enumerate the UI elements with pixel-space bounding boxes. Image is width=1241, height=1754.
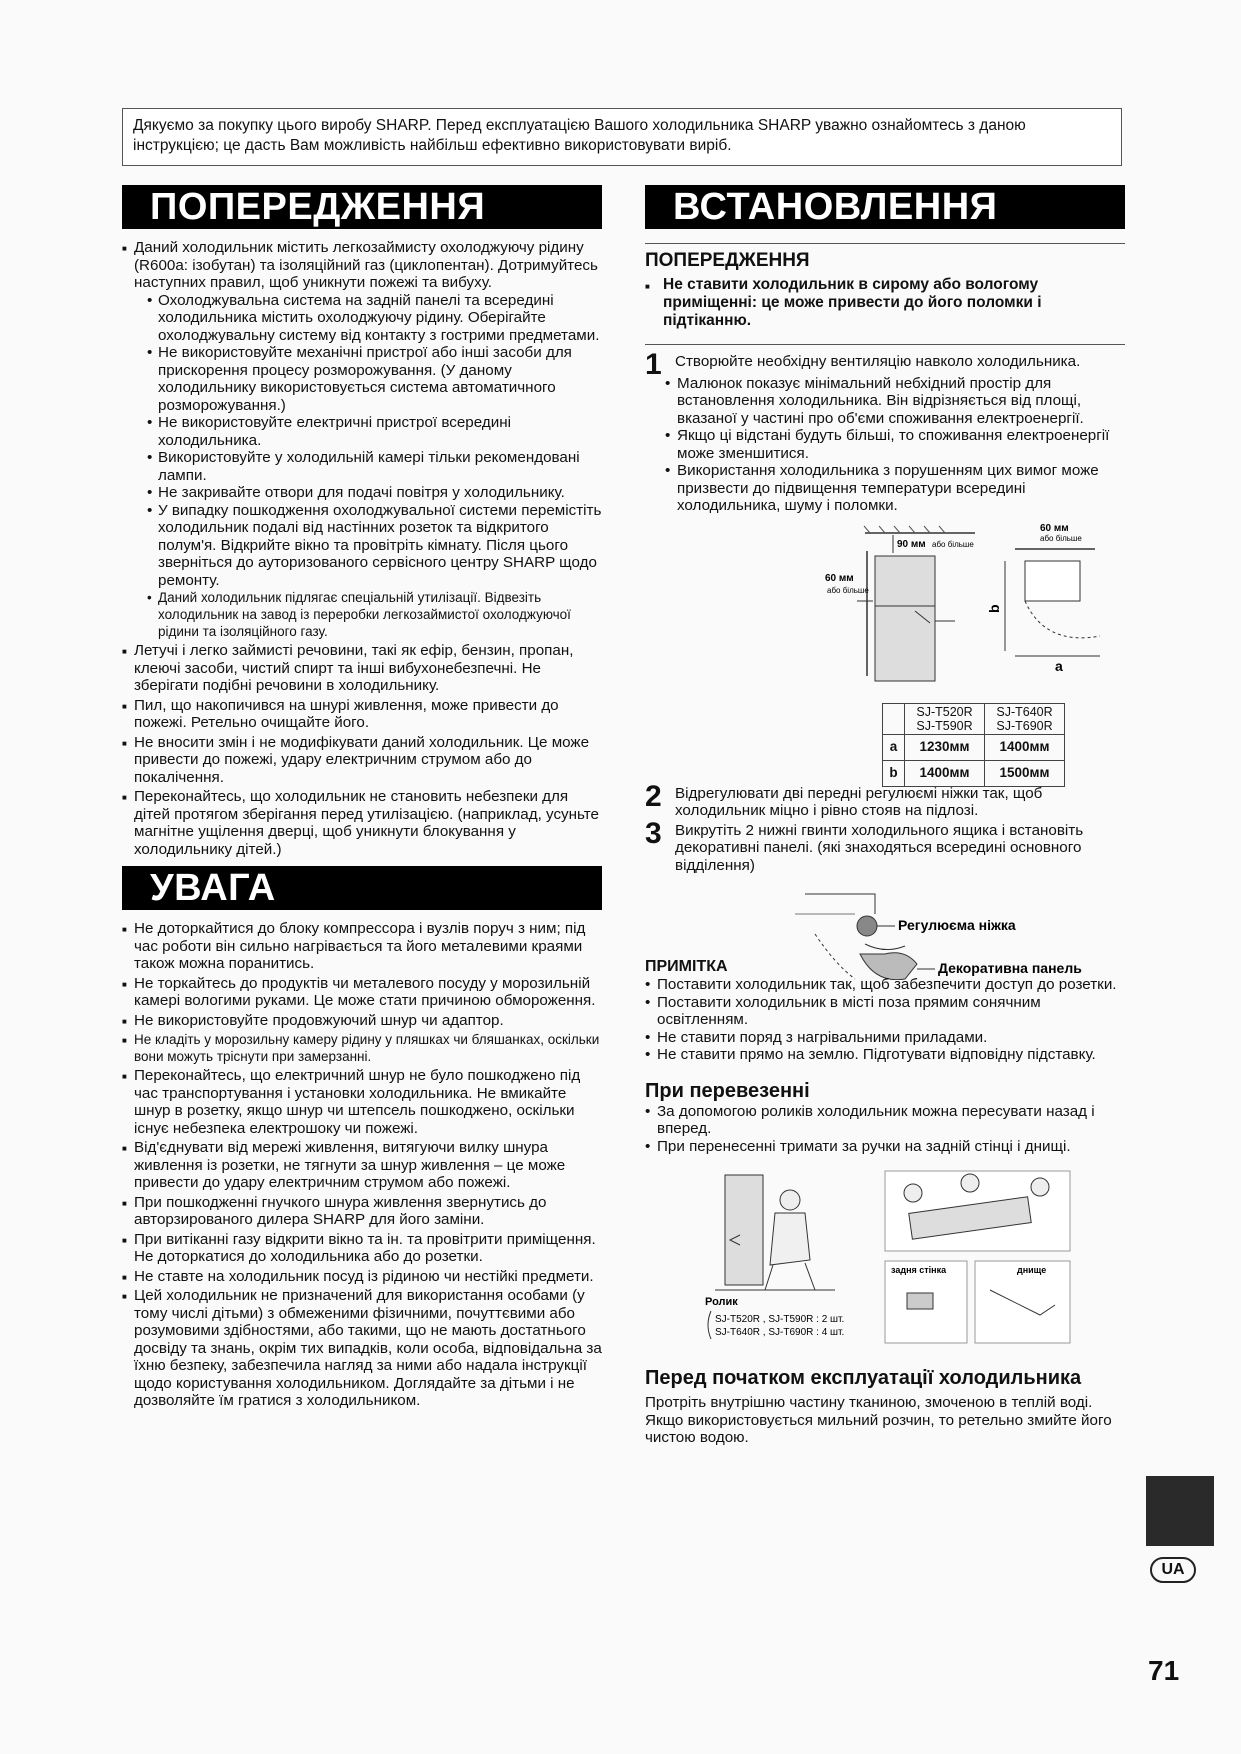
- step-2: 2 Відрегулювати дві передні регулюємі ніжки так, щоб холодильник міцно і рівно стояв на підлозі.: [645, 779, 1043, 819]
- warning-subitem: • Не закривайте отвори для подачі повітря у холодильнику.: [146, 484, 602, 502]
- warning-sublist: [146, 292, 602, 641]
- caution-item: ■ Не використовуйте продовжуючий шнур чи адаптор.: [122, 1012, 602, 1030]
- note-item: • Не ставити поряд з нагрівальними приладами.: [645, 1029, 1125, 1047]
- warning-item: ■ Переконайтесь, що холодильник не становить небезпеки для дітей протягом зберігання перед утилізацією. (наприклад, усуньте магнітне ущілення дверці, щоб уникнути блокування у холодильнику дітей.): [122, 788, 602, 858]
- caution-heading: УВАГА: [122, 866, 602, 910]
- bottom-label: днище: [1017, 1265, 1047, 1275]
- panel-label: Декоративна панель: [938, 960, 1082, 976]
- table-row: a 1230мм 1400мм: [883, 734, 1065, 760]
- right-column: [645, 185, 1125, 1447]
- caution-item: ■ Від'єднувати від мережі живлення, витягуючи вилку шнура живлення із розетки, не тягнути за шнур живлення – це може привести до удару електричним струмом або пожежі.: [122, 1139, 602, 1192]
- caution-item: ■ Переконайтесь, що електричний шнур не було пошкоджено під час транспортування і установки холодильника. Не вмикайте шнур в розетку, якщо шнур чи штепсель пошкоджено, оскільки існує небезпека електрошоку чи пожежі.: [122, 1067, 602, 1137]
- warning-subitem: • У випадку пошкодження охолоджувальної системи перемістіть холодильник подалі від настінних розеток та відкритого полум'я. Відкрийте вікно та провітріть кімнату. Після цього зверніться до ауторизованого сервісного центру SHARP щодо ремонту.: [146, 502, 602, 590]
- warning-subitem: • Не використовуйте механічні пристрої або інші засоби для прискорення процесу розморожування. (У даному холодильнику використовується система автоматичного розморожування.): [146, 344, 602, 414]
- table-row: b 1400мм 1500мм: [883, 760, 1065, 786]
- page-number: 71: [1148, 1655, 1180, 1686]
- note-item: • Поставити холодильник так, щоб забезпечити доступ до розетки.: [645, 976, 1125, 994]
- note-list: [645, 976, 1125, 1064]
- side-clearance-suffix: або більше: [827, 585, 869, 595]
- label-b: b: [986, 603, 1002, 613]
- caution-item: ■ Не торкайтесь до продуктів чи металевого посуду у морозильній камері вологими руками. Це може стати причиною обмороження.: [122, 975, 602, 1010]
- step-1-bullet: • Малюнок показує мінімальний небхідний простір для встановлення холодильника. Він відрізняється від площі, вказаної у частині про об'єми споживання електроенергії.: [665, 375, 1125, 428]
- warning-subitem: • Охолоджувальна система на задній панелі та всередині холодильника містить охолоджуючу рідину. Оберігайте охолоджувальну систему від контакту з гострими предметами.: [146, 292, 602, 345]
- warning-subitem: • Не використовуйте електричні пристрої всередині холодильника.: [146, 414, 602, 449]
- right-clearance: 60 мм: [1040, 522, 1069, 534]
- language-tab: [1146, 1476, 1214, 1546]
- before-use-heading: Перед початком експлуатації холодильника: [645, 1367, 1082, 1389]
- note-item: • Не ставити прямо на землю. Підготувати відповідну підставку.: [645, 1046, 1125, 1064]
- foot-diagram: [645, 884, 1125, 980]
- step-1-bullet: • Якщо ці відстані будуть більші, то споживання електроенергії може зменшитися.: [665, 427, 1125, 462]
- step-1-bullets: [665, 375, 1125, 515]
- step-number: 3: [645, 816, 662, 850]
- step-1: 1 Створюйте необхідну вентиляцію навколо холодильника.: [645, 348, 1081, 381]
- step-number: 1: [645, 348, 662, 381]
- intro-notice: Дякуємо за покупку цього виробу SHARP. Перед експлуатацією Вашого холодильника SHARP уважно ознайомтесь з даною інструкцією; це дасть Вам можливість найбільш ефективно використовувати виріб.: [122, 108, 1122, 166]
- divider: [645, 344, 1125, 345]
- warning-item: ■ Даний холодильник містить легкозаймисту охолоджуючу рідину (R600a: ізобутан) та ізоляційний газ (циклопентан). Дотримуйтесь наступних правил, щоб уникнути пожежі та вибуху. • Охолоджувальна система на задній панелі та всередині холодильника містить охолоджуючу рідину. Оберігайте охолоджувальну систему від контакту з гострими предметами. • Не використовуйте механічні пристрої або інші засоби для прискорення процесу розморожування. (У даному холодильнику використовується система автоматичного розморожування.) • Не використовуйте електричні пристрої всередині холодильника. • Використовуйте у холодильній камері тільки рекомендовані лампи. • Не закривайте отвори для подачі повітря у холодильнику. • У випадку пошкодження охолоджувальної системи перемістіть холодильник подалі від настінних розеток та відкритого полум'я. Відкрийте вікно та провітріть кімнату. Після цього зверніться до ауторизованого сервісного центру SHARP щодо ремонту. • Даний холодильник підлягає спеціальній утилізації. Відвезіть холодильник на завод із переробки легкозаймистої охолоджуючої рідини та ізоляційного газу.: [122, 239, 602, 640]
- caution-item: ■ Не доторкайтися до блоку компрессора і вузлів поруч з ним; під час роботи він сильно нагрівається та його металевими краями також можна поранитись.: [122, 920, 602, 973]
- label-a: a: [1055, 657, 1063, 674]
- warning-subitem: • Даний холодильник підлягає спеціальній утилізації. Відвезіть холодильник на завод із переробки легкозаймистої охолоджуючої рідини та ізоляційного газу.: [146, 589, 602, 640]
- warning-item: ■ Летучі і легко займисті речовини, такі як ефір, бензин, пропан, клеючі засоби, чистий спирт та інші вибухонебезпечні. Не зберігати подібні речовини в холодильнику.: [122, 642, 602, 695]
- caution-item: ■ Не ставте на холодильник посуд із рідиною чи нестійкі предмети.: [122, 1268, 602, 1286]
- side-clearance: 60 мм: [825, 572, 854, 584]
- top-clearance: 90 мм: [897, 538, 926, 550]
- left-column: [122, 185, 602, 1412]
- note-heading: ПРИМІТКА: [645, 958, 728, 975]
- count-line-1: SJ-T520R , SJ-T590R : 2 шт.: [715, 1314, 845, 1325]
- transport-list: [645, 1103, 1125, 1156]
- caution-item: ■ Не кладіть у морозильну камеру рідину у пляшках чи бляшанках, оскільки вони можуть тріснути при замерзанні.: [122, 1031, 602, 1065]
- note-item: • Поставити холодильник в місті поза прямим сонячним освітленням.: [645, 994, 1125, 1029]
- language-badge: UA: [1150, 1557, 1196, 1583]
- warning-subitem: • Використовуйте у холодильній камері тільки рекомендовані лампи.: [146, 449, 602, 484]
- install-heading: ВСТАНОВЛЕННЯ: [645, 185, 1125, 229]
- roller-label: Ролик: [705, 1296, 738, 1308]
- install-warning-heading: ПОПЕРЕДЖЕННЯ: [645, 243, 1125, 272]
- caution-list: [122, 920, 602, 1410]
- transport-item: • При перенесенні тримати за ручки на задній стінці і днищі.: [645, 1138, 1125, 1156]
- caution-item: ■ При витіканні газу відкрити вікно та ін. та провітрити приміщення. Не доторкатися до холодильника або до розетки.: [122, 1231, 602, 1266]
- clearance-figure: [645, 521, 1125, 780]
- clearance-diagram: [645, 521, 1125, 701]
- transport-item: • За допомогою роликів холодильник можна пересувати назад і вперед.: [645, 1103, 1125, 1138]
- install-warning-text: ■ Не ставити холодильник в сирому або вологому приміщенні: це може привести до його поломки і підтіканню.: [645, 276, 1125, 330]
- warning-item: ■ Не вносити змін і не модифікувати даний холодильник. Це може привести до пожежі, удару електричним струмом або до покалічення.: [122, 734, 602, 787]
- transport-diagram: [645, 1165, 1125, 1351]
- count-line-2: SJ-T640R , SJ-T690R : 4 шт.: [715, 1327, 845, 1338]
- step-3: 3 Викрутіть 2 нижні гвинти холодильного ящика і встановіть декоративні панелі. (які знаходяться всередині основного відділення): [645, 816, 1084, 874]
- back-label: задня стінка: [891, 1265, 947, 1275]
- warning-list: [122, 239, 602, 858]
- dimensions-table: SJ-T520R SJ-T590R SJ-T640R SJ-T690R a 1230мм 1400мм b 1400мм 1500мм: [882, 703, 1065, 787]
- foot-figure: [645, 884, 1125, 980]
- foot-label: Регулюєма ніжка: [898, 917, 1016, 933]
- transport-heading: При перевезенні: [645, 1079, 810, 1102]
- warning-item: ■ Пил, що накопичився на шнурі живлення, може привести до пожежі. Ретельно очищайте його.: [122, 697, 602, 732]
- right-clearance-suffix: або більше: [1040, 533, 1082, 543]
- caution-item: ■ Цей холодильник не призначений для використання особами (у тому числі дітьми) з обмеженими фізичними, почуттєвими або розумовими здібностями, або такими, що не мають достатнього досвіду та знань, окрім тих випадків, коли особа, відповідальна за їхню безпеку, забезпечила нагляд за ними або надала інструкції щодо користування холодильником. Доглядайте за дітьми і не дозволяйте їм гратися з холодильником.: [122, 1287, 602, 1410]
- before-use-text: Протріть внутрішню частину тканиною, змоченою в теплій воді. Якщо використовується мильний розчин, то ретельно змийте його чистою водою.: [645, 1394, 1112, 1446]
- caution-item: ■ При пошкодженні гнучкого шнура живлення звернутись до авторзированого дилера SHARP для його заміни.: [122, 1194, 602, 1229]
- step-1-bullet: • Використання холодильника з порушенням цих вимог може призвести до підвищення температури всередині холодильника, шуму і поломки.: [665, 462, 1125, 515]
- transport-figure: [645, 1165, 1125, 1351]
- step-number: 2: [645, 779, 662, 813]
- top-clearance-suffix: або більше: [932, 539, 974, 549]
- warning-heading: ПОПЕРЕДЖЕННЯ: [122, 185, 602, 229]
